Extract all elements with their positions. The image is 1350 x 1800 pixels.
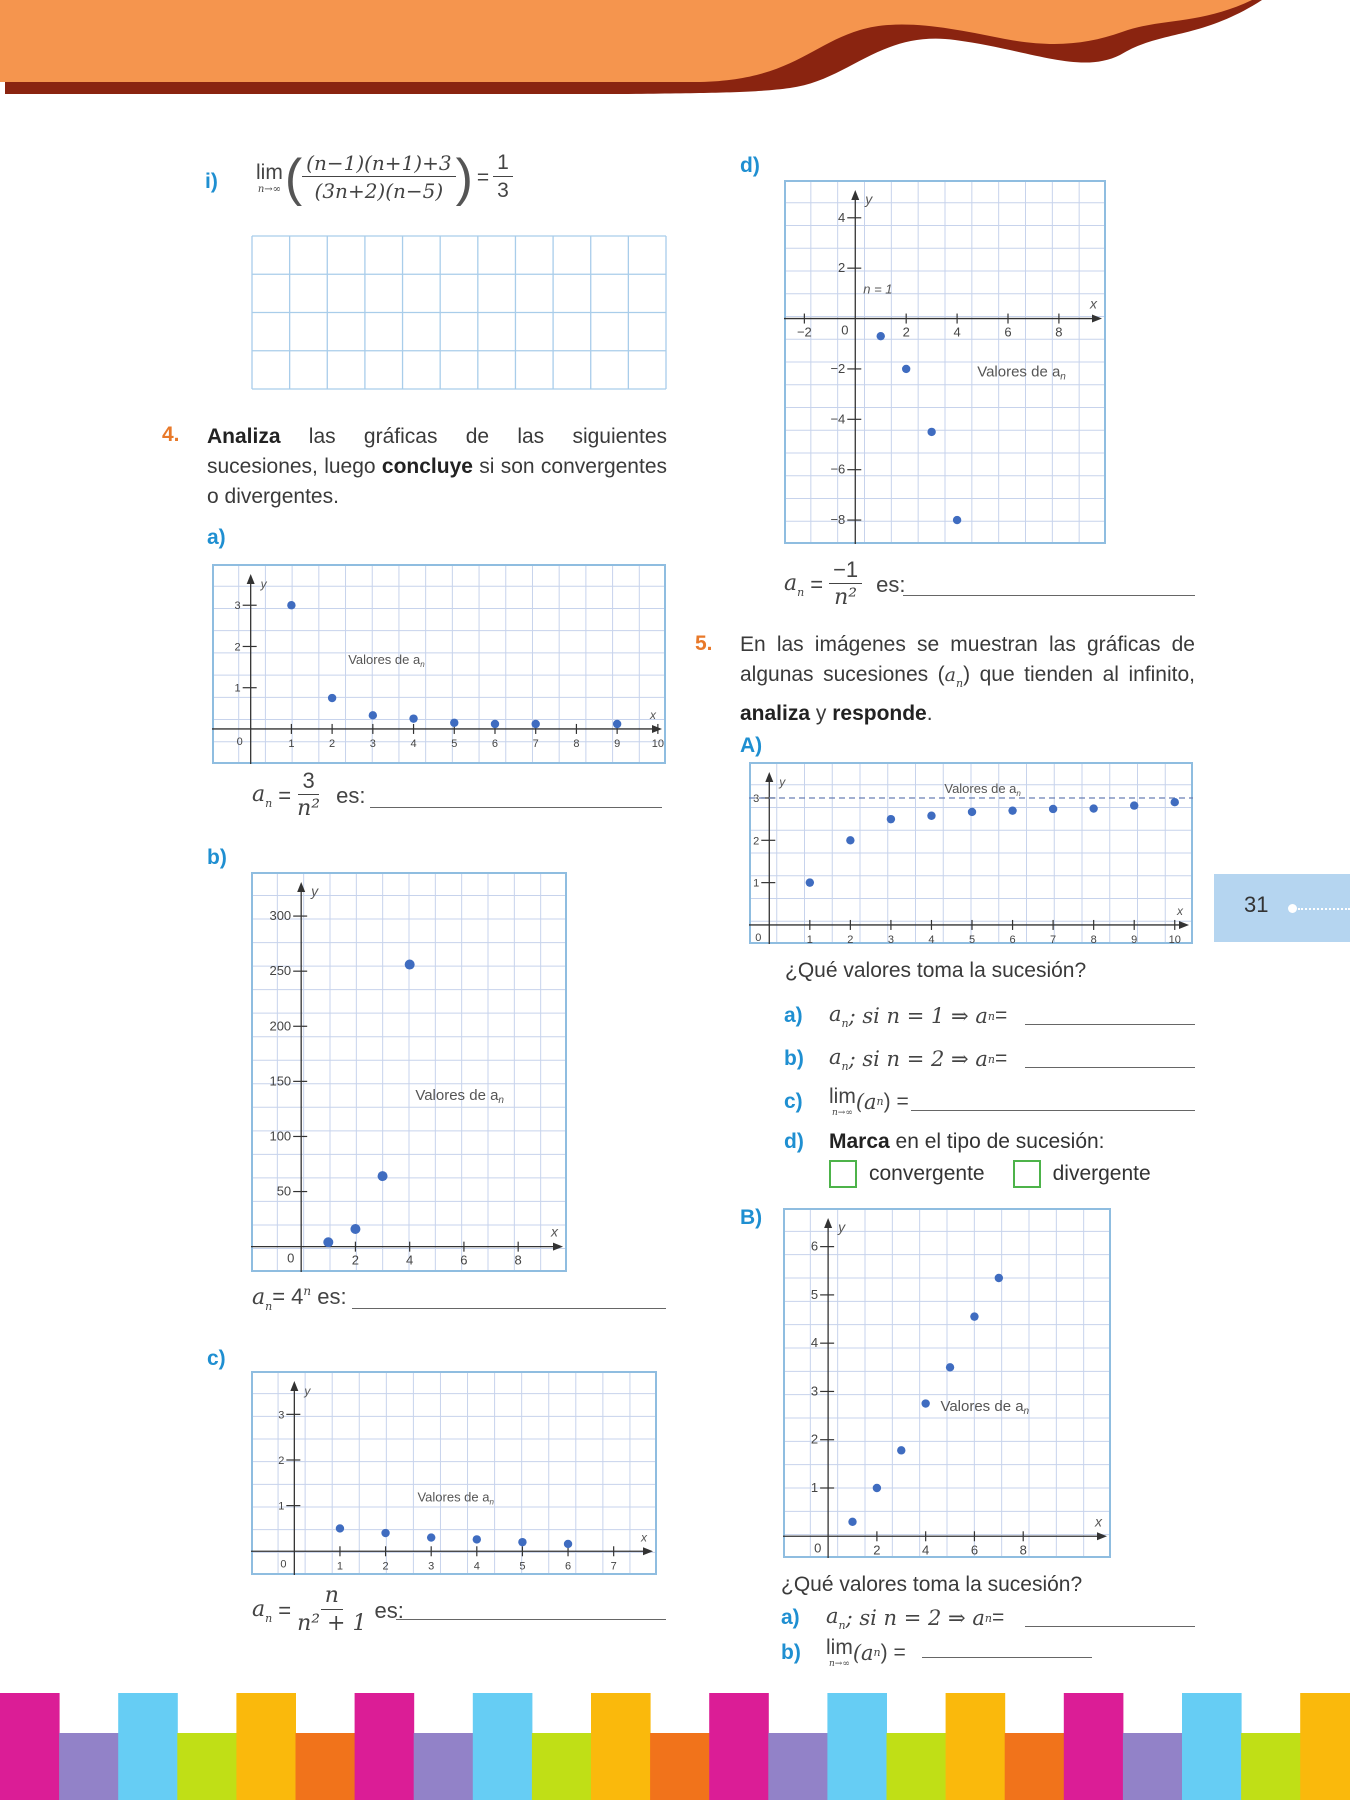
data-point — [953, 516, 961, 524]
x-tick-label: 3 — [428, 1560, 435, 1573]
prompt-text: las gráficas de las siguientes sucesiones, luego — [207, 425, 667, 478]
exponent: n — [303, 1284, 312, 1298]
y-tick-label: 250 — [269, 963, 292, 979]
item-label: a) — [781, 1606, 800, 1629]
x-tick-label: 4 — [922, 1542, 930, 1558]
x-tick-label: 4 — [473, 1560, 480, 1573]
header-fill — [0, 0, 1252, 82]
x-tick-label: 10 — [1168, 933, 1181, 944]
data-point — [613, 720, 621, 728]
x-tick-label: 2 — [329, 737, 336, 750]
x-tick-label: 4 — [928, 933, 935, 944]
part-c-label: c) — [207, 1347, 226, 1370]
x-tick-label: 8 — [1019, 1542, 1027, 1558]
y-axis-arrow-icon — [765, 772, 773, 782]
rhs: = 4 — [272, 1284, 304, 1309]
y-tick-label: 3 — [810, 1383, 819, 1399]
keyword-analiza: analiza — [740, 702, 811, 725]
n-sub: n — [876, 1095, 884, 1108]
x-axis-arrow-icon — [1097, 1532, 1107, 1540]
x-tick-label: 6 — [1009, 933, 1016, 944]
chart-4b — [251, 872, 567, 1272]
data-point — [336, 1524, 344, 1532]
data-point — [1008, 806, 1016, 814]
y-axis-label: y — [304, 1384, 311, 1398]
stripe-short — [887, 1733, 947, 1800]
formula-4d: $a_n$ = $\frac{-1}{\text{n²}}$ es: — [784, 557, 906, 610]
data-point — [873, 1484, 881, 1492]
x-tick-label: 4 — [406, 1252, 414, 1268]
es-label: es: — [876, 571, 906, 597]
tab-dot-icon — [1288, 904, 1297, 913]
a-symbol: a — [252, 1596, 266, 1622]
y-tick-label: 3 — [278, 1409, 285, 1422]
origin-label: 0 — [841, 322, 849, 338]
stripe-tall — [1182, 1693, 1242, 1800]
n-sub: n — [984, 1611, 992, 1625]
a-symbol: a — [252, 781, 266, 807]
lim-word: lim — [826, 1636, 853, 1659]
x-tick-label: 10 — [651, 737, 664, 750]
y-tick-label: 1 — [753, 877, 760, 890]
stripe-short — [650, 1733, 710, 1800]
y-axis-arrow-icon — [824, 1218, 832, 1228]
data-point — [897, 1446, 905, 1454]
x-tick-label: 6 — [564, 1560, 572, 1573]
item-label: b) — [781, 1640, 801, 1664]
data-point — [369, 711, 377, 719]
annotation-valores-de-an: Valores de $a_n$ — [977, 363, 1066, 383]
a-symbol: a — [944, 664, 956, 686]
stripe-tall — [0, 1693, 60, 1800]
keyword-marca: Marca — [829, 1130, 890, 1153]
equals: = — [994, 1047, 1008, 1070]
annotation-valores-de-an: Valores de $a_n$ — [417, 1489, 494, 1507]
y-tick-label: 5 — [810, 1286, 819, 1302]
frac-den: n² + 1 — [297, 1611, 367, 1636]
answer-blank-5A-c[interactable] — [911, 1109, 1195, 1111]
x-tick-label: 5 — [968, 933, 976, 944]
n-sub: n — [265, 1611, 273, 1625]
x-axis-arrow-icon — [1179, 921, 1189, 929]
frac-num: 3 — [298, 768, 318, 795]
data-point — [877, 332, 885, 340]
stripe-tall — [236, 1693, 296, 1800]
prompt-text: si son convergentes o divergentes. — [207, 455, 667, 508]
x-axis-label: x — [551, 1223, 558, 1240]
x-tick-label: 2 — [902, 324, 910, 340]
origin-label: 0 — [755, 931, 762, 944]
data-point — [902, 365, 910, 373]
data-point — [1089, 804, 1097, 812]
expr: (a — [855, 1089, 877, 1114]
frac-num: n — [321, 1583, 343, 1610]
y-tick-label: 6 — [810, 1238, 819, 1254]
exercise-4-prompt — [207, 422, 667, 512]
x-axis-label: x — [650, 707, 656, 722]
y-tick-label: 2 — [753, 835, 760, 848]
item-label: c) — [784, 1089, 803, 1113]
x-tick-label: 1 — [336, 1560, 344, 1573]
annotation-valores-de-an: Valores de $a_n$ — [348, 652, 425, 669]
y-tick-label: 3 — [753, 792, 760, 805]
n-sub: n — [987, 1052, 995, 1066]
checkbox-convergente[interactable] — [829, 1160, 857, 1188]
stripe-tall — [473, 1693, 533, 1800]
x-tick-label: 5 — [451, 737, 458, 750]
data-point — [350, 1224, 360, 1234]
answer-blank-5A-a[interactable] — [1025, 1023, 1195, 1025]
stripe-short — [59, 1733, 119, 1800]
y-tick-label: 4 — [838, 209, 846, 225]
item-5A-d — [784, 1130, 1105, 1154]
chart-4c — [251, 1371, 657, 1575]
stripe-tall — [118, 1693, 178, 1800]
option-convergente-label: convergente — [869, 1162, 985, 1185]
annotation-valores-de-an: Valores de $a_n$ — [940, 1398, 1030, 1417]
note-n-equals-1: n = 1 — [863, 281, 893, 297]
x-axis-arrow-icon — [652, 725, 662, 733]
x-tick-label: 3 — [887, 933, 894, 944]
y-tick-label: −4 — [830, 411, 846, 427]
chart-5A — [749, 762, 1193, 944]
x-tick-label: 7 — [1050, 933, 1057, 944]
data-point — [1171, 798, 1179, 806]
stripe-tall — [946, 1693, 1006, 1800]
data-point — [946, 1363, 954, 1371]
data-point — [564, 1540, 572, 1548]
item-5A-a: a) $a_n$ ; si n = 1 ⇒ a n = — [784, 1002, 1008, 1030]
chart-border — [213, 565, 665, 763]
data-point — [927, 812, 935, 820]
y-tick-label: 3 — [234, 600, 241, 613]
chart-4a — [212, 564, 666, 764]
n-sub: n — [265, 1300, 273, 1313]
exercise-5-prompt — [740, 630, 1195, 729]
origin-label: 0 — [236, 735, 243, 748]
data-point — [328, 694, 336, 702]
stripe-short — [1123, 1733, 1183, 1800]
y-tick-label: 2 — [278, 1454, 285, 1467]
y-tick-label: 1 — [810, 1480, 819, 1495]
data-point — [378, 1171, 388, 1181]
x-axis-label: x — [1095, 1513, 1102, 1530]
data-point — [409, 714, 417, 722]
part-a-label: a) — [207, 526, 226, 549]
data-point — [287, 601, 295, 609]
x-tick-label: 1 — [288, 737, 295, 750]
y-tick-label: 4 — [810, 1335, 819, 1351]
data-point — [968, 808, 976, 816]
y-tick-label: 2 — [838, 260, 846, 276]
part-d-label: d) — [740, 154, 760, 177]
formula-4a: $a_n$ = $\frac{3}{\text{n²}}$ es: — [252, 768, 366, 821]
origin-label: 0 — [280, 1558, 287, 1571]
header-banner — [0, 0, 1350, 100]
data-point — [427, 1533, 435, 1541]
option-divergente-label: divergente — [1052, 1162, 1151, 1185]
data-point — [491, 720, 499, 728]
item-5A-c — [784, 1085, 909, 1118]
x-tick-label: 9 — [614, 737, 621, 750]
chart-border — [252, 1372, 656, 1574]
y-tick-label: −8 — [830, 512, 846, 528]
a-symbol: a — [784, 570, 798, 596]
x-tick-label: 2 — [382, 1560, 389, 1573]
stripe-tall — [1300, 1693, 1350, 1800]
x-axis-label: x — [1177, 903, 1183, 918]
checkbox-divergente[interactable] — [1013, 1160, 1041, 1188]
formula-4b — [252, 1284, 347, 1313]
answer-blank-4b[interactable] — [352, 1307, 666, 1309]
origin-label: 0 — [814, 1540, 822, 1556]
stripe-short — [532, 1733, 592, 1800]
stripe-tall — [709, 1693, 769, 1800]
n-sub: n — [956, 677, 964, 690]
prompt-text: ) que tienden al infinito, — [963, 663, 1195, 686]
data-point — [921, 1399, 929, 1407]
data-point — [323, 1237, 333, 1247]
equals: = — [994, 1004, 1008, 1027]
data-point — [1130, 801, 1138, 809]
n-sub: n — [873, 1646, 881, 1659]
equals: = — [476, 165, 490, 189]
item-label: d) — [784, 1130, 804, 1153]
prompt-text: En las imágenes se muestran las gráficas de algunas sucesiones ( — [740, 633, 1195, 686]
y-tick-label: −2 — [830, 360, 846, 376]
item-label: b) — [784, 1047, 804, 1070]
data-point — [473, 1535, 481, 1543]
y-axis-arrow-icon — [851, 190, 859, 200]
answer-blank-4d[interactable] — [903, 594, 1195, 596]
x-tick-label: 7 — [610, 1560, 617, 1573]
x-tick-label: −2 — [796, 324, 812, 340]
item-5B-a: a) $a_n$ ; si n = 2 ⇒ a n = — [781, 1604, 1005, 1632]
x-axis-arrow-icon — [643, 1547, 653, 1555]
y-axis-label: y — [779, 775, 786, 789]
data-point — [806, 878, 814, 886]
data-point — [450, 719, 458, 727]
y-tick-label: −6 — [830, 461, 846, 477]
x-tick-label: 6 — [970, 1542, 979, 1558]
n-sub: n — [987, 1009, 995, 1023]
result-num: 1 — [493, 150, 513, 177]
exercise-4-number: 4. — [162, 423, 180, 446]
data-point — [848, 1518, 856, 1526]
item-i-formula: lim n→∞ ( $\frac{(n-1)(n+1)+3}{(3n+2)(n-5)}$ ) = $\frac{1}{3}$ — [256, 150, 513, 205]
x-tick-label: 8 — [573, 737, 580, 750]
stripe-short — [177, 1733, 237, 1800]
data-point — [532, 720, 540, 728]
data-point — [381, 1529, 389, 1537]
es-label: es: — [374, 1597, 404, 1623]
part-b-label: b) — [207, 846, 227, 869]
lim-sub: n→∞ — [257, 183, 281, 195]
part-A-label: A) — [740, 734, 763, 757]
result-den: 3 — [497, 179, 509, 202]
origin-label: 0 — [287, 1250, 295, 1266]
chart-4d — [784, 180, 1106, 544]
annotation-valores-de-an: Valores de $a_n$ — [944, 780, 1021, 798]
item-text: ; si n = 2 ⇒ a — [848, 1047, 988, 1071]
item-5B-b — [781, 1636, 906, 1669]
chart-5B — [783, 1208, 1111, 1558]
es-label: es: — [311, 1284, 347, 1309]
item-label: a) — [784, 1004, 803, 1027]
answer-blank-5B-b[interactable] — [922, 1656, 1092, 1658]
equals: = — [991, 1606, 1005, 1629]
x-tick-label: 8 — [514, 1252, 522, 1268]
answer-blank-5A-b[interactable] — [1025, 1066, 1195, 1068]
tab-dotted-line — [1298, 908, 1350, 910]
data-point — [970, 1312, 978, 1320]
data-point — [1049, 805, 1057, 813]
lim-sub: n→∞ — [831, 1108, 853, 1118]
data-point — [887, 815, 895, 823]
x-tick-label: 8 — [1090, 933, 1097, 944]
x-axis-label: x — [641, 1530, 647, 1545]
stripe-short — [1241, 1733, 1301, 1800]
expr: (a — [852, 1640, 874, 1665]
data-point — [927, 428, 935, 436]
x-tick-label: 1 — [806, 933, 813, 944]
x-tick-label: 4 — [953, 324, 961, 340]
page-number-tab — [1214, 874, 1350, 942]
formula-4c: $a_n$ = $\frac{n}{\text{n² + 1}}$ es: — [252, 1583, 404, 1636]
lim-word: lim — [829, 1085, 856, 1108]
x-tick-label: 9 — [1131, 933, 1138, 944]
x-tick-label: 2 — [847, 933, 854, 944]
x-tick-label: 8 — [1055, 324, 1063, 340]
y-axis-label: y — [838, 1219, 846, 1235]
x-axis-arrow-icon — [1092, 315, 1102, 323]
stripe-tall — [1064, 1693, 1124, 1800]
stripe-short — [1005, 1733, 1065, 1800]
x-axis-label: x — [1090, 295, 1097, 312]
answer-blank-4a[interactable] — [370, 806, 662, 808]
footer-stripes — [0, 1693, 1350, 1800]
y-tick-label: 150 — [269, 1073, 292, 1089]
keyword-analiza: Analiza — [207, 425, 281, 448]
data-point — [846, 836, 854, 844]
type-options — [829, 1160, 1151, 1188]
n-sub: n — [265, 796, 273, 810]
y-axis-label: y — [260, 577, 267, 591]
x-axis-arrow-icon — [553, 1243, 563, 1251]
x-tick-label: 2 — [351, 1252, 360, 1268]
item-text: ; si n = 2 ⇒ a — [845, 1606, 985, 1630]
y-tick-label: 1 — [278, 1500, 285, 1513]
question-5B: ¿Qué valores toma la sucesión? — [781, 1573, 1083, 1596]
y-tick-label: 50 — [276, 1183, 292, 1199]
y-tick-label: 200 — [269, 1018, 292, 1034]
data-point — [995, 1274, 1003, 1282]
data-point — [405, 960, 415, 970]
x-tick-label: 4 — [410, 737, 417, 750]
frac-num: −1 — [829, 557, 862, 584]
question-5A: ¿Qué valores toma la sucesión? — [785, 959, 1087, 982]
y-axis-label: y — [865, 191, 873, 207]
keyword-responde: responde — [832, 702, 927, 725]
prompt-text: . — [926, 702, 933, 725]
y-tick-label: 2 — [810, 1431, 819, 1447]
stripe-short — [296, 1733, 356, 1800]
item-i-numerator: (n−1)(n+1)+3 — [302, 150, 455, 177]
a-symbol: a — [252, 1285, 266, 1310]
item-5A-b: b) $a_n$ ; si n = 2 ⇒ a n = — [784, 1045, 1008, 1073]
frac-den: n² — [834, 585, 858, 610]
stripe-short — [414, 1733, 474, 1800]
y-axis-label: y — [311, 883, 319, 899]
frac-den: n² — [297, 796, 321, 821]
stripe-tall — [591, 1693, 651, 1800]
lim-sub: n→∞ — [828, 1659, 850, 1669]
exercise-5-number: 5. — [695, 632, 713, 655]
annotation-valores-de-an: Valores de $a_n$ — [415, 1087, 504, 1106]
expr-end: ) = — [883, 1089, 909, 1113]
item-text: ; si n = 1 ⇒ a — [848, 1004, 988, 1028]
y-axis-arrow-icon — [290, 1381, 298, 1391]
prompt-text: y — [810, 702, 833, 725]
y-tick-label: 100 — [269, 1128, 292, 1144]
x-tick-label: 6 — [1004, 324, 1012, 340]
expr-end: ) = — [880, 1640, 906, 1664]
x-tick-label: 2 — [873, 1542, 881, 1558]
x-tick-label: 6 — [491, 737, 499, 750]
data-point — [518, 1538, 526, 1546]
x-tick-label: 6 — [460, 1252, 468, 1268]
stripe-tall — [827, 1693, 887, 1800]
x-tick-label: 3 — [369, 737, 376, 750]
answer-blank-5B-a[interactable] — [1025, 1625, 1195, 1627]
y-tick-label: 300 — [269, 908, 292, 924]
item-i-label: i) — [205, 170, 218, 193]
stripe-short — [768, 1733, 828, 1800]
n-sub: n — [797, 585, 805, 599]
page-number: 31 — [1244, 892, 1269, 917]
y-tick-label: 2 — [234, 641, 241, 654]
stripe-tall — [355, 1693, 415, 1800]
y-axis-arrow-icon — [247, 574, 255, 584]
item-text: en el tipo de sucesión: — [889, 1130, 1105, 1153]
x-tick-label: 5 — [519, 1560, 526, 1573]
y-tick-label: 1 — [234, 682, 241, 695]
part-B-label: B) — [740, 1206, 763, 1229]
answer-grid[interactable] — [251, 235, 667, 390]
lim-word: lim — [256, 160, 283, 184]
answer-blank-4c[interactable] — [396, 1618, 666, 1620]
es-label: es: — [336, 782, 366, 808]
item-i-denominator: (3n+2)(n−5) — [314, 179, 444, 203]
x-tick-label: 7 — [532, 737, 539, 750]
keyword-concluye: concluye — [381, 455, 473, 478]
